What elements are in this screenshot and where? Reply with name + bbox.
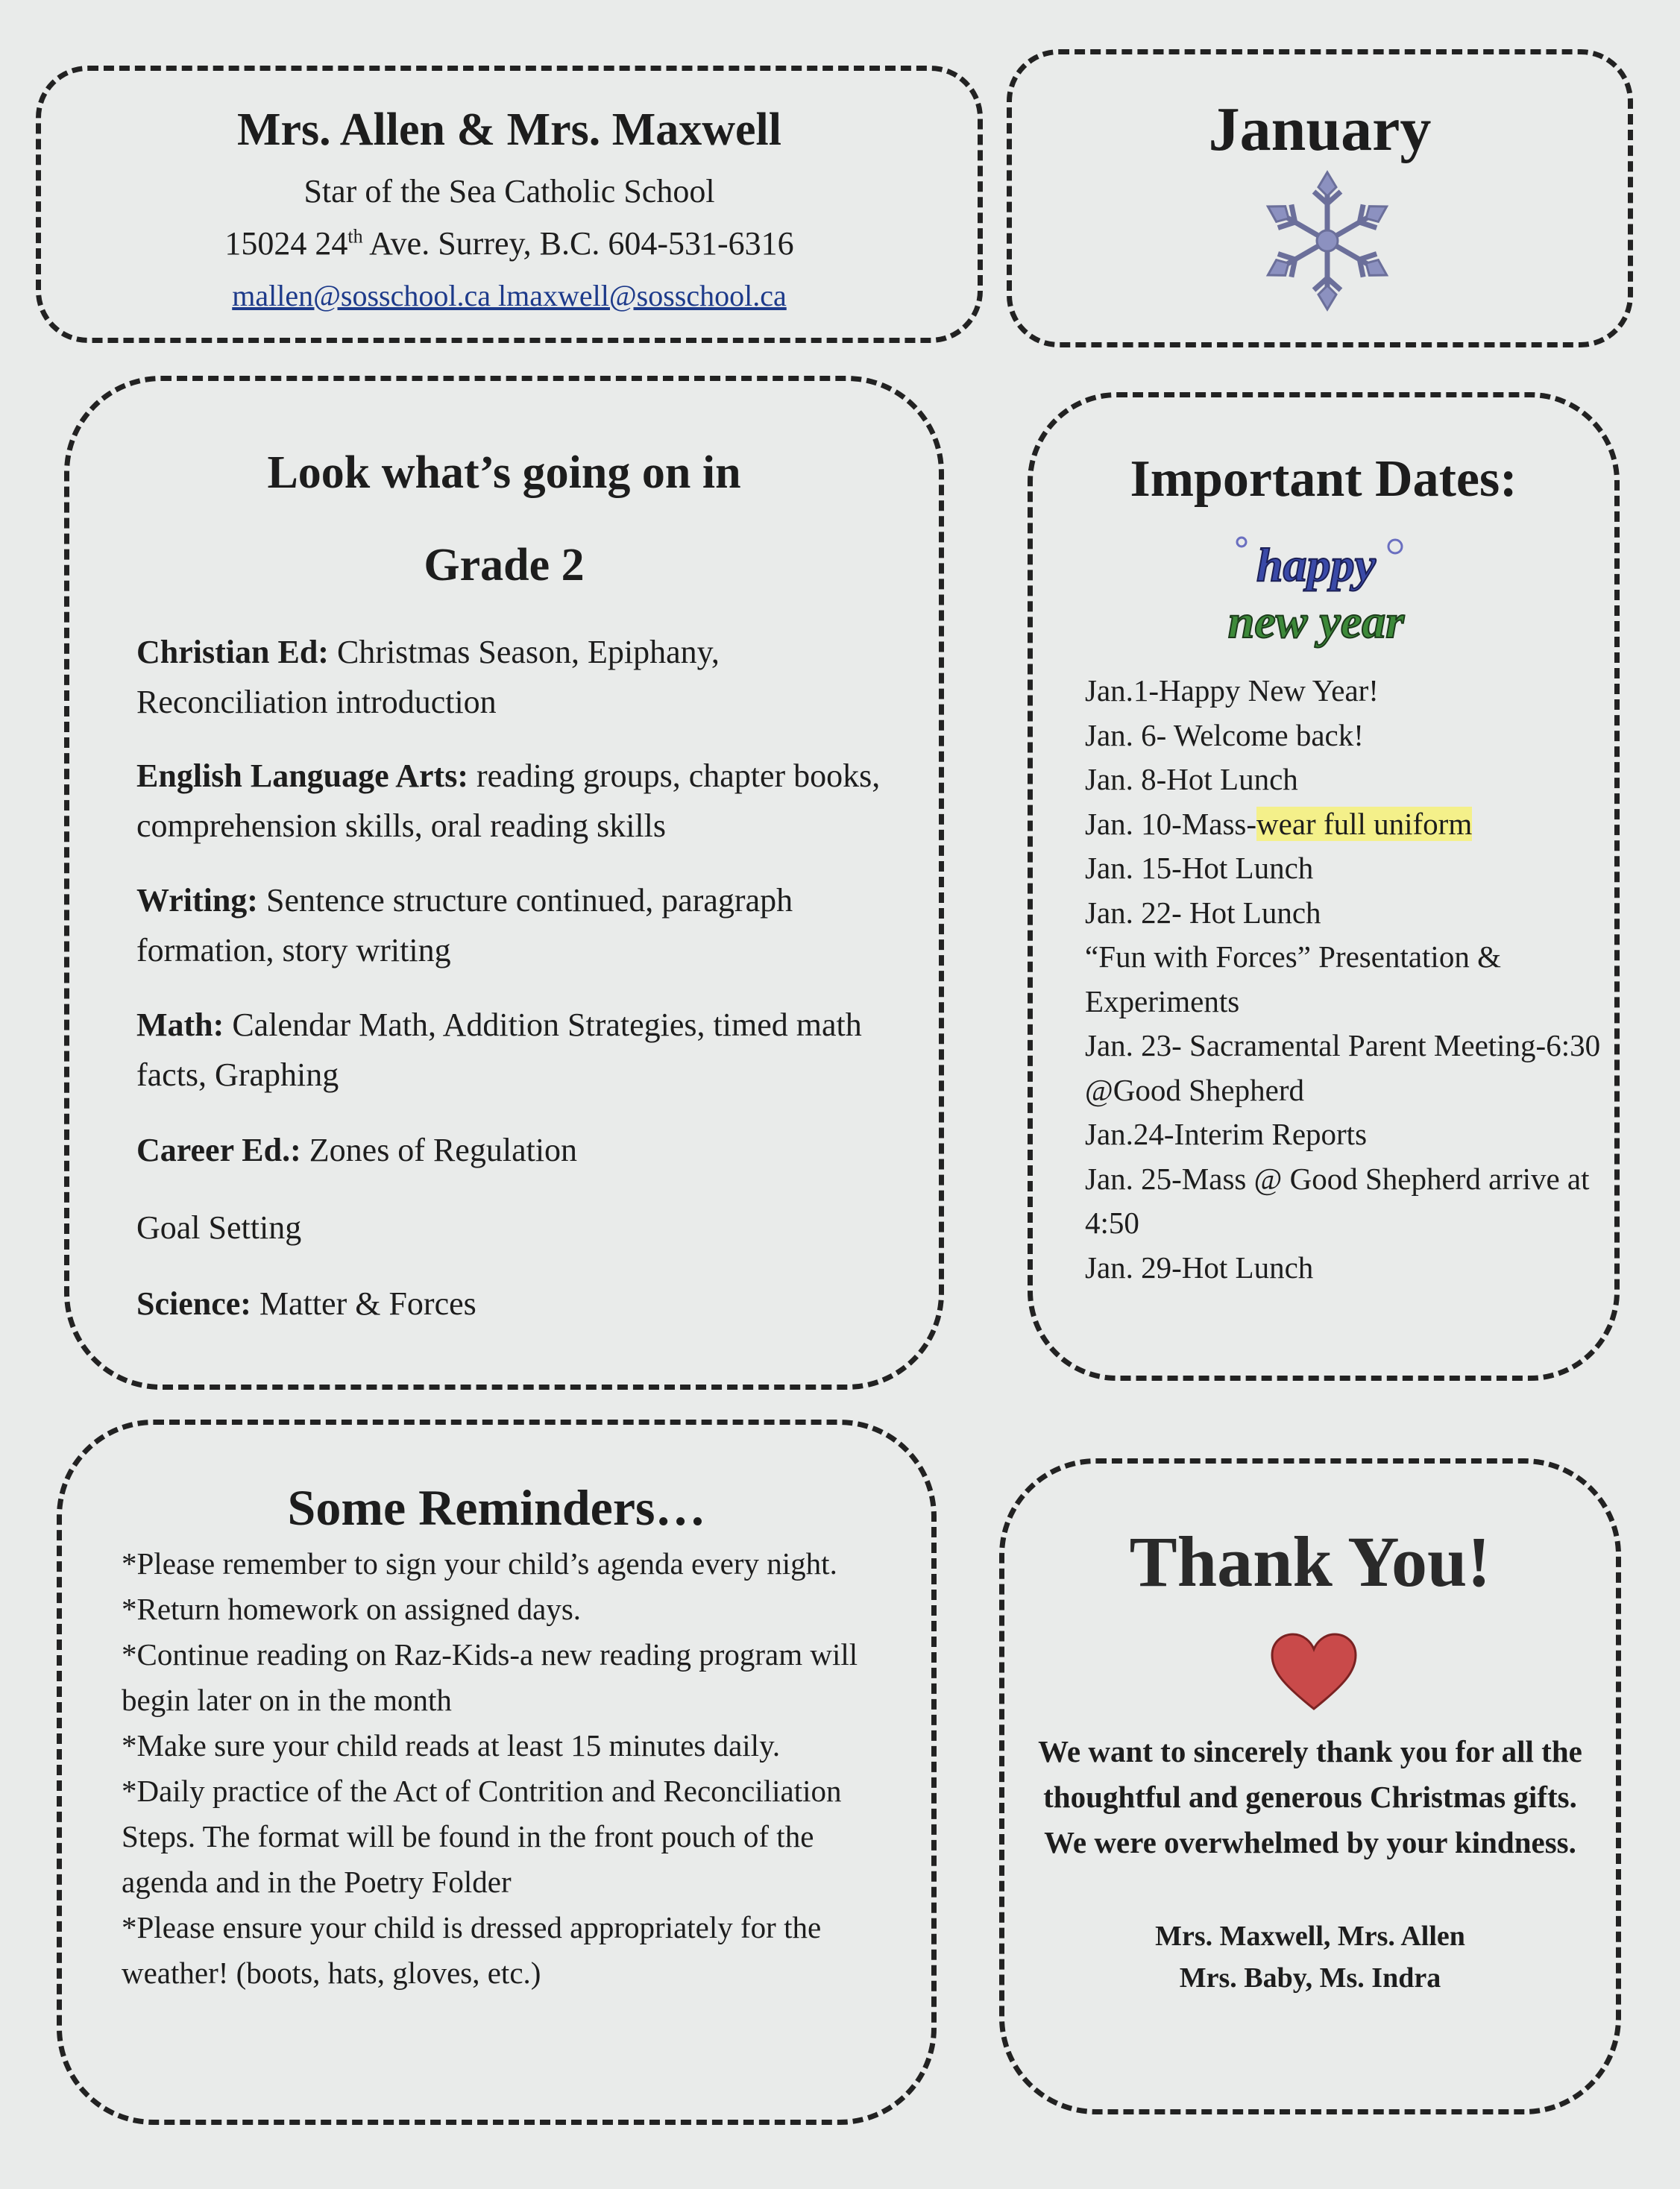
dates-heading: Important Dates:	[1130, 450, 1517, 508]
reminder-item: *Continue reading on Raz-Kids-a new reading program will begin later on in the month	[122, 1637, 858, 1717]
date-item: Jan. 29-Hot Lunch	[1085, 1250, 1314, 1285]
section-science: Science: Matter & Forces	[136, 1285, 476, 1322]
reminders-list	[122, 1541, 905, 1996]
thank-you-heading: Thank You!	[1129, 1522, 1491, 1601]
grade-heading: Look what’s going on in	[267, 447, 741, 498]
section-goal-setting: Goal Setting	[136, 1209, 302, 1246]
date-item: Jan. 25-Mass @ Good Shepherd arrive at 4:50	[1085, 1161, 1590, 1240]
reminder-item: *Return homework on assigned days.	[122, 1592, 582, 1626]
date-item: Jan. 10-Mass-wear full uniform	[1085, 806, 1473, 841]
email-links[interactable]: mallen@sosschool.ca lmaxwell@sosschool.ca	[232, 279, 787, 312]
reminders-box	[57, 1420, 937, 2125]
school-name: Star of the Sea Catholic School	[303, 173, 715, 210]
date-item: Jan. 22- Hot Lunch	[1085, 895, 1321, 930]
date-item: Jan. 8-Hot Lunch	[1085, 762, 1298, 796]
reminder-item: *Make sure your child reads at least 15 minutes daily.	[122, 1728, 781, 1763]
school-address: 15024 24th Ave. Surrey, B.C. 604-531-6316	[224, 225, 794, 262]
dates-list	[1085, 669, 1607, 1290]
grade-level: Grade 2	[424, 540, 585, 590]
date-item: “Fun with Forces” Presentation & Experiments	[1085, 939, 1501, 1018]
date-item: Jan. 23- Sacramental Parent Meeting-6:30 @Good Shepherd	[1085, 1028, 1601, 1107]
month-title: January	[1208, 95, 1432, 164]
reminder-item: *Please remember to sign your child’s agenda every night.	[122, 1546, 837, 1581]
section-christian-ed: Christian Ed: Christmas Season, Epiphany, Reconciliation introduction	[136, 634, 720, 720]
grade-box	[64, 376, 944, 1390]
teachers-title: Mrs. Allen & Mrs. Maxwell	[236, 104, 782, 155]
heart-icon	[1269, 1631, 1359, 1713]
dates-box	[1028, 392, 1620, 1381]
section-math: Math: Calendar Math, Addition Strategies, timed math facts, Graphing	[136, 1007, 862, 1093]
date-item: Jan. 15-Hot Lunch	[1085, 851, 1314, 885]
snowflake-icon	[1253, 166, 1402, 315]
date-item: Jan.1-Happy New Year!	[1085, 673, 1379, 708]
clipart-happy: happy	[1256, 538, 1376, 591]
date-item: Jan.24-Interim Reports	[1085, 1117, 1368, 1151]
section-writing: Writing: Sentence structure continued, paragraph formation, story writing	[136, 882, 793, 968]
clipart-new-year: new year	[1227, 595, 1405, 648]
reminder-item: *Daily practice of the Act of Contrition and Reconciliation Steps. The format will be found in the front pouch of the agenda and in the Poetry Folder	[122, 1774, 842, 1899]
reminders-heading: Some Reminders…	[287, 1479, 706, 1536]
uniform-highlight: wear full uniform	[1256, 806, 1473, 841]
reminder-item: *Please ensure your child is dressed appropriately for the weather! (boots, hats, gloves, etc.)	[122, 1910, 822, 1990]
section-career-ed: Career Ed.: Zones of Regulation	[136, 1132, 578, 1168]
thank-you-box	[999, 1458, 1621, 2114]
happy-new-year-clipart	[1219, 527, 1413, 661]
section-ela: English Language Arts: reading groups, chapter books, comprehension skills, oral reading skills	[136, 758, 881, 844]
date-item: Jan. 6- Welcome back!	[1085, 717, 1364, 752]
thank-you-signature: Mrs. Maxwell, Mrs. Allen Mrs. Baby, Ms. Indra	[1155, 1921, 1465, 1994]
month-box	[1007, 49, 1633, 347]
thank-you-message: We want to sincerely thank you for all the thoughtful and generous Christmas gifts. We were overwhelmed by your kindness.	[1038, 1734, 1582, 1859]
header-box	[36, 66, 983, 343]
